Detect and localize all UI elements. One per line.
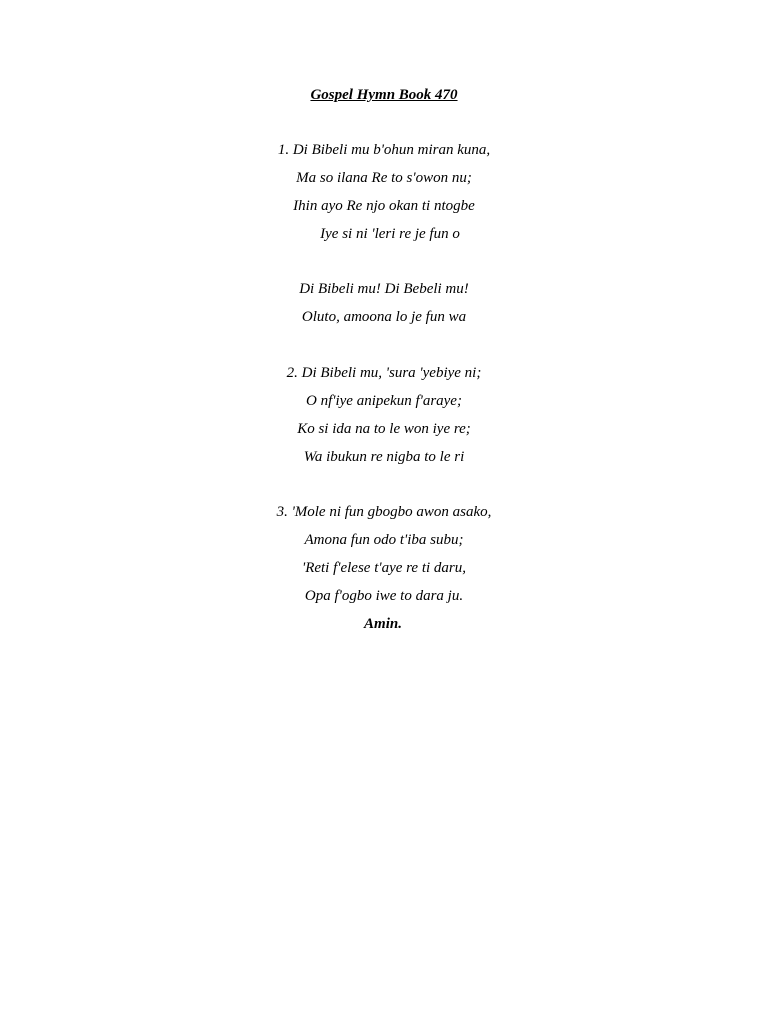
- verse-line: 1. Di Bibeli mu b'ohun miran kuna,: [277, 142, 491, 158]
- verse-line: 2. Di Bibeli mu, 'sura 'yebiye ni;: [286, 365, 482, 381]
- verse-line: 'Reti f'elese t'aye re ti daru,: [301, 560, 467, 576]
- verse-1: [0, 136, 768, 248]
- closing-amen: Amin.: [364, 616, 402, 632]
- chorus-line: Di Bibeli mu! Di Bebeli mu!: [299, 281, 469, 297]
- chorus: [0, 275, 768, 331]
- verse-line: 3. 'Mole ni fun gbogbo awon asako,: [276, 504, 492, 520]
- verse-line: Opa f'ogbo iwe to dara ju.: [304, 588, 464, 604]
- verse-line: Amona fun odo t'iba subu;: [304, 532, 464, 548]
- verse-line: Ko si ida na to le won iye re;: [297, 421, 471, 437]
- chorus-line: Oluto, amoona lo je fun wa: [301, 309, 467, 325]
- verse-2: [0, 359, 768, 471]
- verse-3: [0, 498, 768, 610]
- verse-line: O nf'iye anipekun f'araye;: [306, 393, 462, 409]
- verse-line: Ihin ayo Re njo okan ti ntogbe: [293, 198, 475, 214]
- verse-line: Iye si ni 'leri re je fun o: [320, 226, 460, 242]
- hymn-title: Gospel Hymn Book 470: [310, 87, 458, 103]
- verse-line: Wa ibukun re nigba to le ri: [303, 449, 465, 465]
- verse-line: Ma so ilana Re to s'owon nu;: [296, 170, 472, 186]
